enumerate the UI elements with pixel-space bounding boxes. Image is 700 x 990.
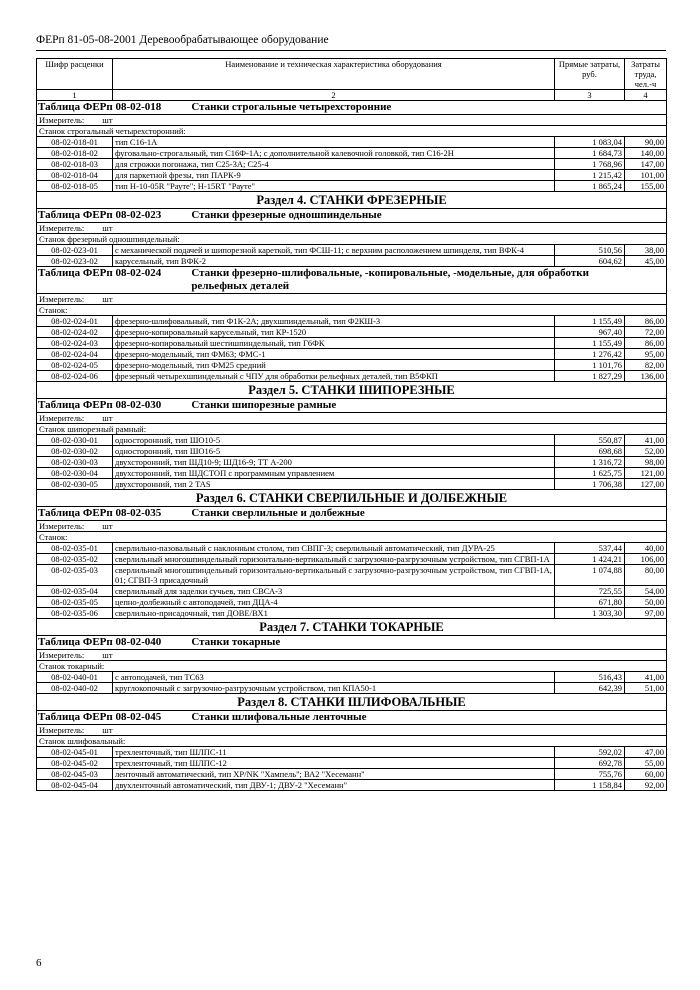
row-code: 08-02-024-03 [37,338,113,349]
row-code: 08-02-030-04 [37,468,113,479]
col-number: 1 [37,90,113,101]
row-cost: 1 625,75 [555,468,625,479]
row-name: двухсторонний, тип 2 TAS [113,479,555,490]
row-cost: 550,87 [555,435,625,446]
row-labor: 106,00 [625,554,667,565]
row-cost: 967,40 [555,327,625,338]
table-row [37,446,667,457]
section-heading: Раздел 8. СТАНКИ ШЛИФОВАЛЬНЫЕ [37,694,667,711]
table-row [37,586,667,597]
row-code: 08-02-024-01 [37,316,113,327]
row-labor: 121,00 [625,468,667,479]
measure [37,115,667,126]
row-labor: 86,00 [625,316,667,327]
row-cost: 604,62 [555,256,625,267]
row-code: 08-02-024-04 [37,349,113,360]
measure [37,413,667,424]
table-title [37,399,667,413]
row-code: 08-02-035-06 [37,608,113,619]
row-name: ленточный автоматический, тип XP/NK "Хампель"; ВА2 "Хесеманн" [113,769,555,780]
group-heading: Станок шлифовальный: [37,736,667,747]
measure-unit: шт [102,413,113,423]
row-name: трехленточный, тип ШЛПС-11 [113,747,555,758]
row-code: 08-02-030-03 [37,457,113,468]
row-labor: 140,00 [625,148,667,159]
table-body [37,101,667,791]
group-heading-row [37,736,667,747]
row-labor: 86,00 [625,338,667,349]
measure-label: Измеритель: [39,223,85,233]
row-labor: 60,00 [625,769,667,780]
row-labor: 136,00 [625,371,667,382]
row-cost: 1 424,21 [555,554,625,565]
row-labor: 82,00 [625,360,667,371]
measure-row [37,413,667,424]
table-label: Таблица ФЕРп 08-02-040 [38,636,162,648]
row-labor: 98,00 [625,457,667,468]
row-name: односторонний, тип ШО16-5 [113,446,555,457]
row-code: 08-02-035-01 [37,543,113,554]
row-name: трехленточный, тип ШЛПС-12 [113,758,555,769]
row-cost: 671,80 [555,597,625,608]
row-code: 08-02-023-02 [37,256,113,267]
measure-unit: шт [102,223,113,233]
row-cost: 725,55 [555,586,625,597]
table-title [37,267,667,294]
measure-unit: шт [102,115,113,125]
row-name: тип Н-10-05R "Рауте"; Н-15RТ "Рауте" [113,181,555,192]
group-heading-row [37,661,667,672]
measure [37,521,667,532]
row-labor: 72,00 [625,327,667,338]
row-cost: 698,68 [555,446,625,457]
group-heading-row [37,305,667,316]
row-name: цепно-долбежный с автоподачей, тип ДЦА-4 [113,597,555,608]
row-name: фрезерно-модельный, тип ФМ63; ФМС-1 [113,349,555,360]
row-name: фрезерно-модельный, тип ФМ25 средний [113,360,555,371]
table-label: Таблица ФЕРп 08-02-018 [38,101,162,113]
row-labor: 45,00 [625,256,667,267]
row-labor: 40,00 [625,543,667,554]
section-heading: Раздел 4. СТАНКИ ФРЕЗЕРНЫЕ [37,192,667,209]
page-number: 6 [36,957,42,969]
table-title [37,209,667,223]
measure-label: Измеритель: [39,521,85,531]
row-code: 08-02-018-01 [37,137,113,148]
row-name: фрезерный четырехшпиндельный с ЧПУ для обработки рельефных деталей, тип В5ФКП [113,371,555,382]
row-name: фрезерно-копировальный карусельный, тип КР-1520 [113,327,555,338]
table-row [37,479,667,490]
row-labor: 147,00 [625,159,667,170]
col-name-header: Наименование и техническая характеристика оборудования [113,59,555,90]
table-row [37,597,667,608]
row-code: 08-02-018-05 [37,181,113,192]
measure-label: Измеритель: [39,115,85,125]
row-cost: 642,39 [555,683,625,694]
row-cost: 755,76 [555,769,625,780]
row-labor: 155,00 [625,181,667,192]
measure-label: Измеритель: [39,413,85,423]
row-code: 08-02-030-05 [37,479,113,490]
table-title-row [37,209,667,223]
table-row [37,543,667,554]
table-name: Станки шлифовальные ленточные [191,711,367,723]
table-name: Станки сверлильные и долбежные [191,507,365,519]
row-cost: 1 684,73 [555,148,625,159]
row-cost: 1 827,29 [555,371,625,382]
measure-label: Измеритель: [39,725,85,735]
measure-label: Измеритель: [39,650,85,660]
table-row [37,371,667,382]
row-name: сверлильный многошпиндельный горизонтально-вертикальный с загрузочно-разгрузочным устройством, тип СГВП-1А, 01; СГВП-3 присадочный [113,565,555,586]
measure-row [37,115,667,126]
section-heading-row [37,694,667,711]
table-row [37,137,667,148]
table-label: Таблица ФЕРп 08-02-024 [38,267,162,279]
col-number: 4 [625,90,667,101]
row-cost: 1 316,72 [555,457,625,468]
measure-unit: шт [102,294,113,304]
row-code: 08-02-045-04 [37,780,113,791]
row-name: для паркетной фрезы, тип ПАРК-9 [113,170,555,181]
table-row [37,769,667,780]
table-row [37,181,667,192]
row-labor: 47,00 [625,747,667,758]
row-name: двухсторонний, тип ШДСТОП с программным управлением [113,468,555,479]
table-row [37,327,667,338]
section-heading: Раздел 6. СТАНКИ СВЕРЛИЛЬНЫЕ И ДОЛБЕЖНЫЕ [37,490,667,507]
row-code: 08-02-045-03 [37,769,113,780]
group-heading: Станок: [37,305,667,316]
row-labor: 95,00 [625,349,667,360]
row-name: карусельный, тип ВФК-2 [113,256,555,267]
table-row [37,159,667,170]
row-code: 08-02-045-01 [37,747,113,758]
group-heading: Станок шипорезный рамный: [37,424,667,435]
header-rule [36,50,666,51]
row-name: односторонний, тип ШО10-5 [113,435,555,446]
table-row [37,435,667,446]
section-heading-row [37,192,667,209]
row-labor: 51,00 [625,683,667,694]
table-title-row [37,636,667,650]
col-number: 2 [113,90,555,101]
table-title [37,101,667,115]
row-name: двухсторонний, тип ШД10-9; ШД16-9; ТТ А-200 [113,457,555,468]
row-labor: 41,00 [625,435,667,446]
row-labor: 55,00 [625,758,667,769]
table-row [37,758,667,769]
row-cost: 1 303,30 [555,608,625,619]
table-row [37,148,667,159]
group-heading: Станок фрезерный одношпиндельный: [37,234,667,245]
row-code: 08-02-030-01 [37,435,113,446]
row-code: 08-02-035-02 [37,554,113,565]
row-name: с автоподачей, тип ТС63 [113,672,555,683]
row-name: круглокопочный с загрузочно-разгрузочным устройством, тип КПА50-1 [113,683,555,694]
col-code-header: Шифр расценки [37,59,113,90]
measure-unit: шт [102,521,113,531]
table-title-row [37,711,667,725]
table-row [37,565,667,586]
row-code: 08-02-045-02 [37,758,113,769]
row-cost: 1 155,49 [555,316,625,327]
row-code: 08-02-035-05 [37,597,113,608]
table-label: Таблица ФЕРп 08-02-023 [38,209,162,221]
row-cost: 1 276,42 [555,349,625,360]
row-cost: 1 768,96 [555,159,625,170]
measure [37,223,667,234]
table-title [37,711,667,725]
measure-row [37,223,667,234]
table-name: Станки строгальные четырехсторонние [191,101,392,113]
row-labor: 41,00 [625,672,667,683]
row-labor: 52,00 [625,446,667,457]
row-name: для строжки погонажа, тип С25-3А; С25-4 [113,159,555,170]
row-labor: 97,00 [625,608,667,619]
table-row [37,245,667,256]
row-labor: 50,00 [625,597,667,608]
measure-unit: шт [102,725,113,735]
table-row [37,338,667,349]
measure [37,725,667,736]
measure-unit: шт [102,650,113,660]
table-row [37,170,667,181]
row-name: сверлильно-присадочный, тип ДОВЕ/ВХ1 [113,608,555,619]
row-labor: 90,00 [625,137,667,148]
row-cost: 1 215,42 [555,170,625,181]
table-row [37,360,667,371]
row-cost: 1 074,88 [555,565,625,586]
table-row [37,349,667,360]
row-code: 08-02-040-02 [37,683,113,694]
measure-row [37,725,667,736]
table-row [37,316,667,327]
row-cost: 510,56 [555,245,625,256]
table-row [37,747,667,758]
section-heading-row [37,490,667,507]
row-code: 08-02-035-03 [37,565,113,586]
table-title-row [37,399,667,413]
row-labor: 54,00 [625,586,667,597]
column-header-row [37,59,667,90]
row-labor: 38,00 [625,245,667,256]
col-labor-header: Затраты труда, чел.-ч [625,59,667,90]
table-label: Таблица ФЕРп 08-02-035 [38,507,162,519]
row-labor: 101,00 [625,170,667,181]
table-name: Станки фрезерные одношпиндельные [191,209,382,221]
table-label: Таблица ФЕРп 08-02-030 [38,399,162,411]
row-cost: 1 706,38 [555,479,625,490]
section-heading: Раздел 5. СТАНКИ ШИПОРЕЗНЫЕ [37,382,667,399]
measure [37,294,667,305]
table-row [37,683,667,694]
row-cost: 1 083,04 [555,137,625,148]
table-title [37,636,667,650]
table-name: Станки токарные [191,636,281,648]
row-name: сверлильный многошпиндельный горизонтально-вертикальный с загрузочно-разгрузочным устройством, тип СГВП-1А [113,554,555,565]
row-code: 08-02-018-02 [37,148,113,159]
table-row [37,554,667,565]
table-row [37,672,667,683]
page-header: ФЕРп 81-05-08-2001 Деревообрабатывающее оборудование [36,34,329,46]
table-title-row [37,267,667,294]
row-code: 08-02-024-02 [37,327,113,338]
row-name: сверлильный для заделки сучьев, тип СВСА-3 [113,586,555,597]
measure [37,650,667,661]
row-code: 08-02-018-03 [37,159,113,170]
row-name: тип С16-1А [113,137,555,148]
row-cost: 516,43 [555,672,625,683]
table-name: Станки шипорезные рамные [191,399,337,411]
group-heading-row [37,234,667,245]
row-cost: 1 865,24 [555,181,625,192]
table-row [37,256,667,267]
measure-label: Измеритель: [39,294,85,304]
col-number: 3 [555,90,625,101]
group-heading-row [37,532,667,543]
table-row [37,608,667,619]
row-cost: 692,78 [555,758,625,769]
measure-row [37,521,667,532]
row-code: 08-02-030-02 [37,446,113,457]
row-cost: 537,44 [555,543,625,554]
measure-row [37,650,667,661]
group-heading-row [37,126,667,137]
table-row [37,457,667,468]
row-code: 08-02-024-05 [37,360,113,371]
row-labor: 80,00 [625,565,667,586]
row-name: сверлильно-пазовальный с наклонным столом, тип СВПГ-3; сверлильный автоматический, тип ДУРА-25 [113,543,555,554]
row-name: фрезерно-шлифовальный, тип Ф1К-2А; двухшпиндельный, тип Ф2КШ-3 [113,316,555,327]
row-code: 08-02-024-06 [37,371,113,382]
group-heading: Станок строгальный четырехсторонний: [37,126,667,137]
section-heading: Раздел 7. СТАНКИ ТОКАРНЫЕ [37,619,667,636]
table-row [37,780,667,791]
row-cost: 1 101,76 [555,360,625,371]
group-heading-row [37,424,667,435]
row-name: двухленточный автоматический, тип ДВУ-1; ДВУ-2 "Хесеманн" [113,780,555,791]
row-name: фрезерно-копировальный шестишпиндельный, тип Г6ФК [113,338,555,349]
table-name: Станки фрезерно-шлифовальные, -копировальные, -модельные, для обработки рельефных деталей [191,267,589,292]
table-title-row [37,101,667,115]
row-name: с механической подачей и шипорезной кареткой, тип ФСШ-11; с верхним расположением шпинделя, тип ВФК-4 [113,245,555,256]
row-cost: 592,02 [555,747,625,758]
row-code: 08-02-018-04 [37,170,113,181]
col-cost-header: Прямые затраты, руб. [555,59,625,90]
table-title-row [37,507,667,521]
section-heading-row [37,619,667,636]
group-heading: Станок токарный: [37,661,667,672]
row-cost: 1 158,84 [555,780,625,791]
row-code: 08-02-040-01 [37,672,113,683]
row-name: фуговально-строгальный, тип С16Ф-1А; с дополнительной калевочной головкой, тип С16-2Н [113,148,555,159]
section-heading-row [37,382,667,399]
group-heading: Станок: [37,532,667,543]
row-cost: 1 155,49 [555,338,625,349]
row-code: 08-02-023-01 [37,245,113,256]
price-table [36,58,667,791]
row-labor: 92,00 [625,780,667,791]
table-title [37,507,667,521]
measure-row [37,294,667,305]
table-row [37,468,667,479]
column-number-row [37,90,667,101]
row-code: 08-02-035-04 [37,586,113,597]
row-labor: 127,00 [625,479,667,490]
table-label: Таблица ФЕРп 08-02-045 [38,711,162,723]
